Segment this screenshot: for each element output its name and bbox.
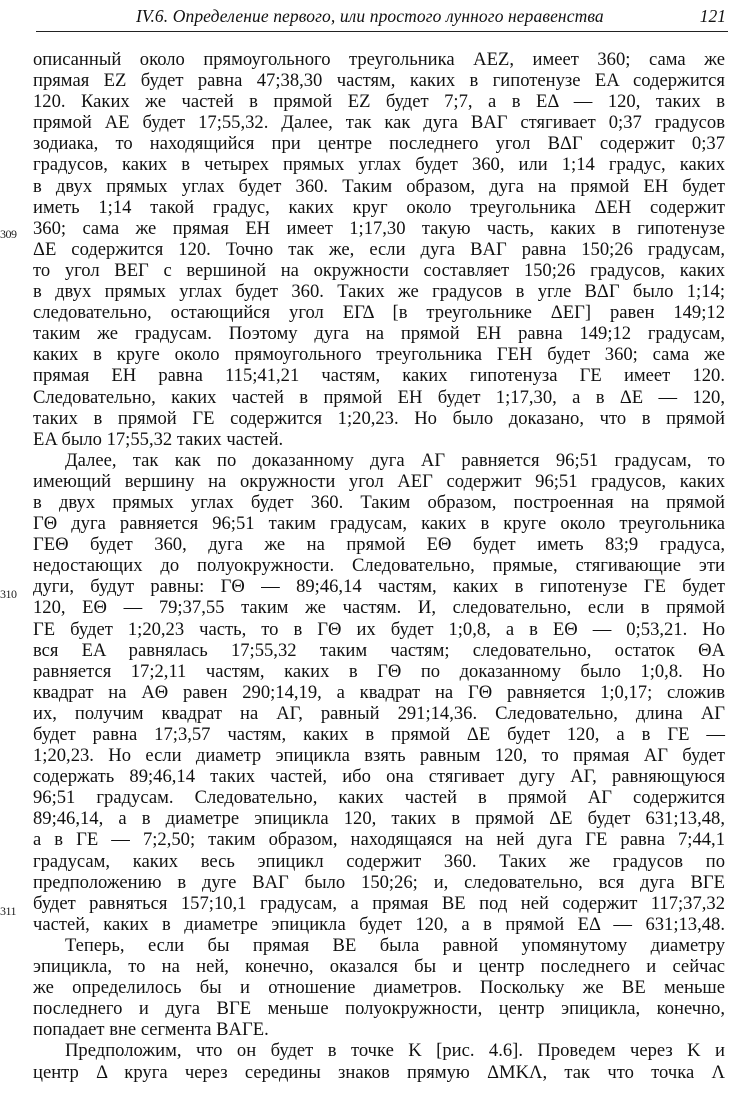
text-line: прямой AE будет 17;55,32. Далее, так как дуга BAΓ стягивает 0;37 градусов	[33, 112, 725, 134]
text-line: содержать 89;46,14 таких частей, ибо она стягивает дугу AΓ, равняющуюся	[33, 766, 725, 788]
text-line: ΓΘ дуга равняется 96;51 таким градусам, каких в круге около треугольника	[33, 513, 725, 535]
paragraph-first-line: Теперь, если бы прямая BE была равной упомянутому диаметру	[65, 934, 725, 956]
text-line: прямая EZ будет равна 47;38,30 частям, каких в гипотенузе EA содержится	[33, 70, 725, 92]
text-line: а в ΓE — 7;2,50; таким образом, находящаяся на ней дуга ΓE равна 7;44,1	[33, 829, 725, 851]
text-line: следовательно, остающийся угол EΓΔ [в треугольнике ΔEΓ] равен 149;12	[33, 302, 725, 324]
text-line: же определилось бы и отношение диаметров. Поскольку же BE меньше	[33, 977, 725, 999]
text-line: будет равняться 157;10,1 градусам, а прямая BE под ней содержит 117;37,32	[33, 892, 725, 914]
text-line: эпицикла, то на ней, конечно, оказался бы и центр последнего и сейчас	[33, 956, 725, 978]
paragraph-first-line: Далее, так как по доказанному дуга AΓ равняется 96;51 градусам, то	[65, 449, 725, 471]
text-line: EA было 17;55,32 таких частей.	[33, 428, 284, 450]
running-header-title: IV.6. Определение первого, или простого лунного неравенства	[136, 6, 604, 26]
text-line: каких в круге около прямоугольного треугольника ΓEH будет 360; сама же	[33, 344, 725, 366]
text-line: дуги, будут равны: ΓΘ — 89;46,14 частям, каких в гипотенузе ΓE будет	[33, 576, 725, 598]
page-number: 121	[699, 6, 726, 26]
text-line: недостающих до полуокружности. Следовательно, прямые, стягивающие эти	[33, 555, 725, 577]
running-header	[36, 0, 726, 30]
text-line: 96;51 градусам. Следовательно, каких частей в прямой AΓ содержится	[33, 787, 725, 809]
body-text	[33, 49, 725, 1083]
text-line: имеющий вершину на окружности угол AEΓ содержит 96;51 градусов, каких	[33, 470, 725, 492]
text-line: 89;46,14, а в диаметре эпицикла 120, таких в прямой ΔE будет 631;13,48,	[33, 808, 725, 830]
text-line: вся EA равнялась 17;55,32 таким частям; следовательно, остаток ΘA	[33, 639, 725, 661]
paragraph-first-line: Предположим, что он будет в точке K [рис. 4.6]. Проведем через K и	[65, 1040, 725, 1062]
text-line: описанный около прямоугольного треугольника AEZ, имеет 360; сама же	[33, 49, 725, 70]
header-rule	[36, 31, 728, 32]
text-line: прямая EH равна 115;41,21 частям, каких гипотенуза ΓE имеет 120.	[33, 365, 725, 387]
text-line: ΔE содержится 120. Точно так же, если дуга BAΓ равна 150;26 градусам,	[33, 238, 725, 260]
text-line: иметь 1;14 такой градус, каких круг около треугольника ΔEH содержит	[33, 196, 725, 218]
text-line: квадрат на AΘ равен 290;14,19, а квадрат на ΓΘ равняется 1;0,17; сложив	[33, 681, 725, 703]
text-line: таких в прямой ΓE содержится 1;20,23. Но было доказано, что в прямой	[33, 407, 725, 429]
text-line: градусов, каких в четырех прямых углах будет 360, или 1;14 градус, каких	[33, 154, 725, 176]
text-line: в двух прямых углах будет 360. Таким образом, построенная на прямой	[33, 491, 725, 513]
margin-line-number: 310	[0, 587, 17, 601]
text-line: ΓE будет 1;20,23 часть, то в ΓΘ их будет 1;0,8, а в EΘ — 0;53,21. Но	[33, 618, 725, 640]
text-line: зодиака, то находящийся при центре последнего угол BΔΓ содержит 0;37	[33, 133, 725, 155]
text-line: 360; сама же прямая EH имеет 1;17,30 такую часть, каких в гипотенузе	[33, 217, 725, 239]
text-line: попадает вне сегмента BAΓE.	[33, 1019, 269, 1041]
text-line: частей, каких в диаметре эпицикла будет 120, а в прямой EΔ — 631;13,48.	[33, 913, 725, 935]
text-line: равняется 17;2,11 частям, каких в ΓΘ по доказанному было 1;0,8. Но	[33, 660, 725, 682]
text-line: центр Δ круга через середины знаков прямую ΔMKΛ, так что точка Λ	[33, 1061, 725, 1083]
text-line: 120, EΘ — 79;37,55 таким же частям. И, следовательно, если в прямой	[33, 597, 725, 619]
text-line: таким же градусам. Поэтому дуга на прямой EH равна 149;12 градусам,	[33, 323, 725, 345]
margin-line-number: 311	[0, 904, 17, 918]
text-line: градусам, каких весь эпицикл содержит 360. Таких же градусов по	[33, 850, 725, 872]
text-line: 120. Каких же частей в прямой EZ будет 7;7, а в EΔ — 120, таких в	[33, 91, 725, 113]
text-line: Следовательно, каких частей в прямой EH будет 1;17,30, а в ΔE — 120,	[33, 386, 725, 408]
text-line: предположению в дуге BAΓ было 150;26; и, следовательно, вся дуга BΓE	[33, 871, 725, 893]
text-line: ΓEΘ будет 360, дуга же на прямой EΘ будет иметь 83;9 градуса,	[33, 534, 725, 556]
text-line: будет равна 17;3,57 частям, каких в прямой ΔE будет 120, а в ΓE —	[33, 724, 725, 745]
text-line: в двух прямых углах будет 360. Таким образом, дуга на прямой EH будет	[33, 175, 725, 197]
text-line: 1;20,23. Но если диаметр эпицикла взять равным 120, то прямая AΓ будет	[33, 745, 725, 767]
margin-line-number: 309	[0, 227, 17, 241]
text-line: последнего и дуга BΓE меньше полуокружности, центр эпицикла, конечно,	[33, 998, 725, 1020]
text-line: то угол BEΓ с вершиной на окружности составляет 150;26 градусов, каких	[33, 259, 725, 281]
text-line: их, получим квадрат на AΓ, равный 291;14,36. Следовательно, длина AΓ	[33, 702, 725, 724]
text-line: в двух прямых углах будет 360. Таких же градусов в угле BΔΓ было 1;14;	[33, 281, 725, 303]
